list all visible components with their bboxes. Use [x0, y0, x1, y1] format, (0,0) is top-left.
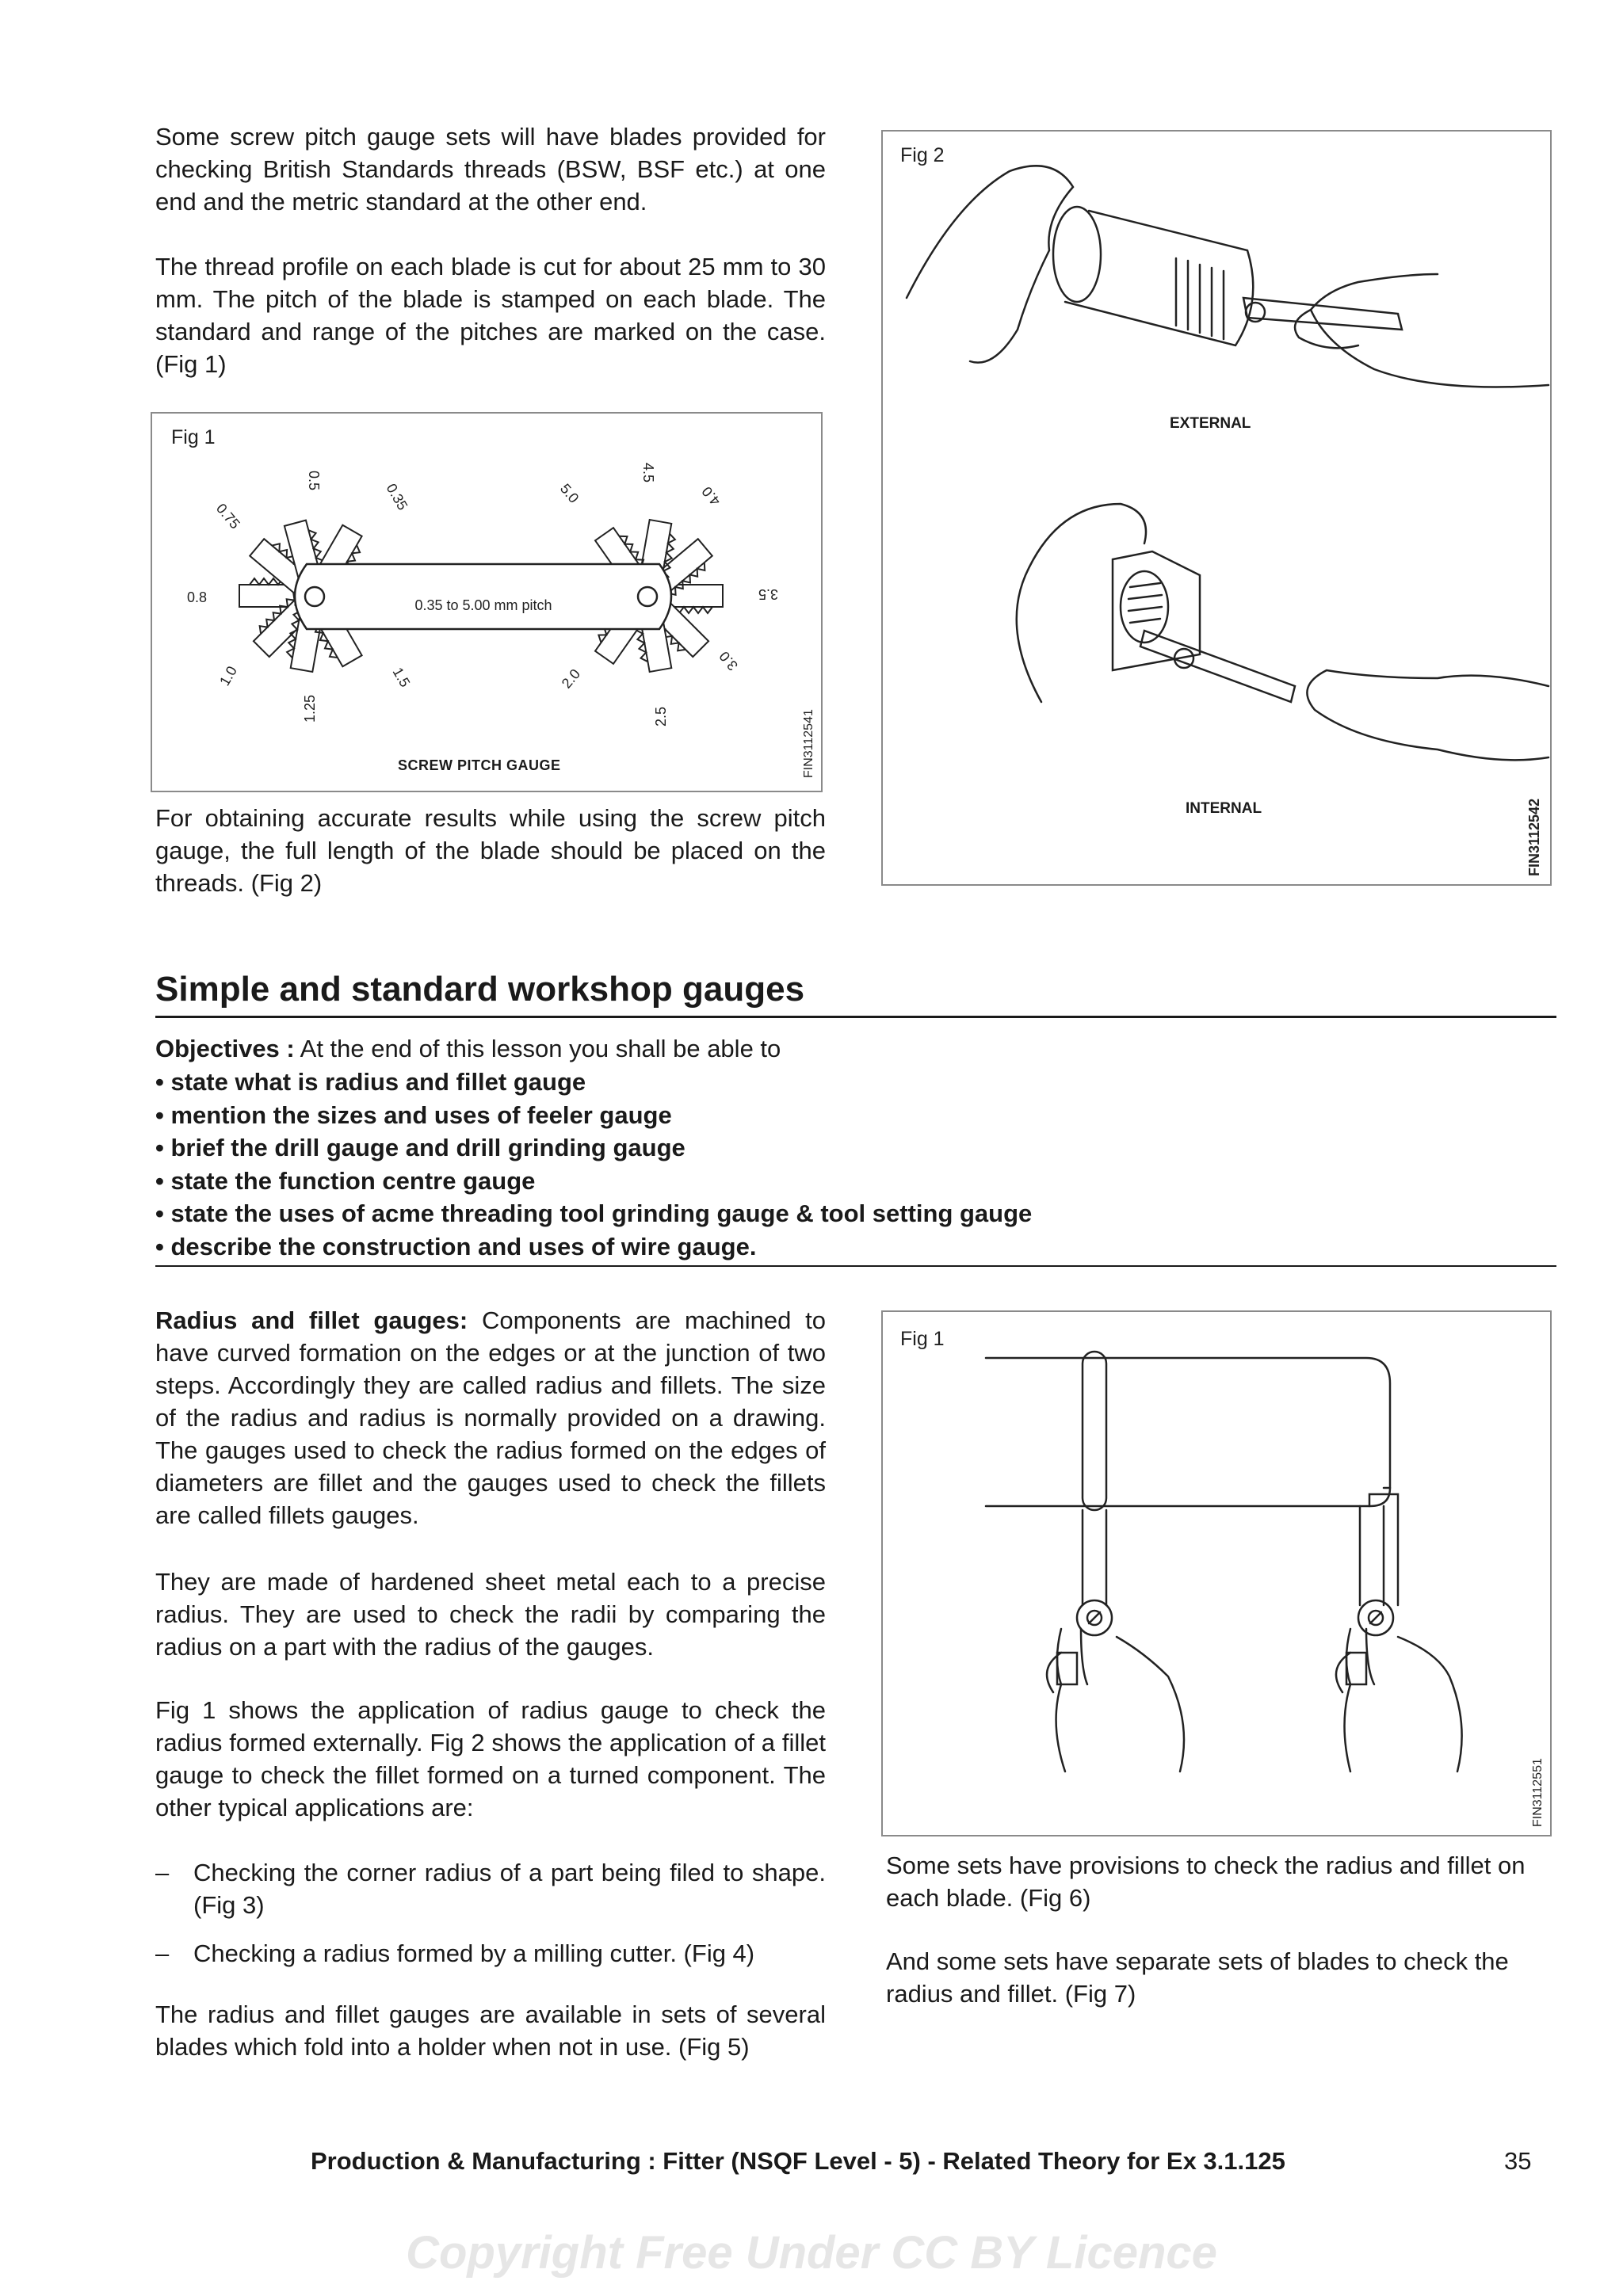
list-item-text: Checking the corner radius of a part being filed to shape. (Fig 3) [193, 1859, 826, 1919]
radius-paragraph [155, 1304, 826, 1531]
objective-item: • state the uses of acme threading tool grinding gauge & tool setting gauge [155, 1197, 1550, 1230]
blade-label: 2.0 [558, 666, 584, 692]
figure-caption: SCREW PITCH GAUGE [398, 757, 561, 773]
blade-label: 3.0 [716, 648, 742, 674]
footer-title: Production & Manufacturing : Fitter (NSQF Level - 5) - Related Theory for Ex 3.1.125 [311, 2147, 1285, 2175]
objectives-intro: At the end of this lesson you shall be able to [294, 1035, 781, 1062]
list-item-text: Checking a radius formed by a milling cutter. (Fig 4) [193, 1939, 755, 1967]
section-title: Simple and standard workshop gauges [155, 970, 805, 1009]
figure-code: FIN3112551 [1531, 1758, 1545, 1827]
intro-paragraph-1: Some screw pitch gauge sets will have blades provided for checking British Standards threads (BSW, BSF etc.) at one end and the metric standard at the other end. [155, 123, 826, 215]
objectives-block [155, 1032, 1550, 1263]
blade-label: 4.5 [640, 463, 656, 483]
body-paragraph-3: Fig 1 shows the application of radius gauge to check the radius formed externally. Fig 2 shows the application of a fillet gauge to check the fillet formed on a turned component. The other typical applications are: [155, 1696, 826, 1821]
blade-label: 0.8 [187, 589, 208, 605]
gauge-range-label: 0.35 to 5.00 mm pitch [414, 597, 552, 613]
blade-label: 5.0 [556, 480, 582, 506]
thread-check-drawing [883, 132, 1550, 884]
figure-screw-pitch-gauge [151, 412, 823, 792]
list-dash: – [155, 1939, 170, 1967]
right-paragraph-2: And some sets have separate sets of blades to check the radius and fillet. (Fig 7) [886, 1947, 1509, 2008]
radius-gauge-drawing [883, 1312, 1550, 1835]
objective-item: • state the function centre gauge [155, 1165, 1550, 1198]
figure-code: FIN3112541 [802, 709, 815, 778]
objectives-rule [155, 1265, 1556, 1267]
figure-code: FIN3112542 [1526, 798, 1542, 876]
internal-label: INTERNAL [1186, 800, 1262, 817]
blade-label: 1.0 [216, 663, 240, 688]
radius-lead: Radius and fillet gauges: [155, 1306, 468, 1334]
radius-text: Components are machined to have curved formation on the edges or at the junction of two steps. Accordingly they are called radius and fillets. The size of the radius and radius is normally provided on a drawing. The gauges used to check the radius formed on the edges of diameters are fillet and the gauges used to check the fillets are called fillets gauges. [155, 1306, 826, 1529]
objectives-label: Objectives : [155, 1035, 295, 1062]
figure-label: Fig 1 [900, 1328, 945, 1350]
applications-list [155, 1856, 826, 1970]
blade-label: 0.35 [383, 481, 411, 513]
intro-paragraph-2: The thread profile on each blade is cut for about 25 mm to 30 mm. The pitch of the blade is stamped on each blade. The standard and range of the pitches are marked on the case. (Fig 1) [155, 253, 826, 378]
section-rule [155, 1016, 1556, 1018]
blade-label: 3.5 [758, 586, 778, 602]
blade-label: 4.0 [698, 483, 724, 509]
objective-item: • state what is radius and fillet gauge [155, 1066, 1550, 1099]
screw-pitch-gauge-drawing [152, 414, 821, 791]
right-paragraph-1: Some sets have provisions to check the radius and fillet on each blade. (Fig 6) [886, 1852, 1526, 1912]
list-item [155, 1856, 826, 1921]
objective-item: • brief the drill gauge and drill grinding gauge [155, 1131, 1550, 1165]
watermark: Copyright Free Under CC BY Licence [406, 2227, 1217, 2279]
figure-radius-gauge [881, 1310, 1552, 1836]
objective-item: • describe the construction and uses of wire gauge. [155, 1230, 1550, 1264]
figure-label: Fig 1 [171, 426, 216, 448]
list-dash: – [155, 1859, 170, 1886]
intro-paragraph-3: For obtaining accurate results while using the screw pitch gauge, the full length of the blade should be placed on the threads. (Fig 2) [155, 804, 826, 897]
objectives-list [155, 1066, 1550, 1263]
blade-label: 1.5 [389, 665, 414, 690]
figure-thread-check [881, 130, 1552, 886]
body-paragraph-2: They are made of hardened sheet metal each to a precise radius. They are used to check the radii by comparing the radius on a part with the radius of the gauges. [155, 1568, 826, 1661]
blade-label: 0.5 [306, 471, 322, 491]
list-item [155, 1937, 826, 1970]
figure-label: Fig 2 [900, 144, 945, 166]
external-label: EXTERNAL [1170, 415, 1251, 432]
blade-label: 2.5 [653, 706, 669, 727]
objective-item: • mention the sizes and uses of feeler gauge [155, 1099, 1550, 1132]
body-paragraph-4: The radius and fillet gauges are available in sets of several blades which fold into a holder when not in use. (Fig 5) [155, 2000, 826, 2061]
page-number: 35 [1504, 2147, 1532, 2175]
blade-label: 1.25 [302, 694, 318, 723]
blade-label: 0.75 [212, 500, 243, 532]
